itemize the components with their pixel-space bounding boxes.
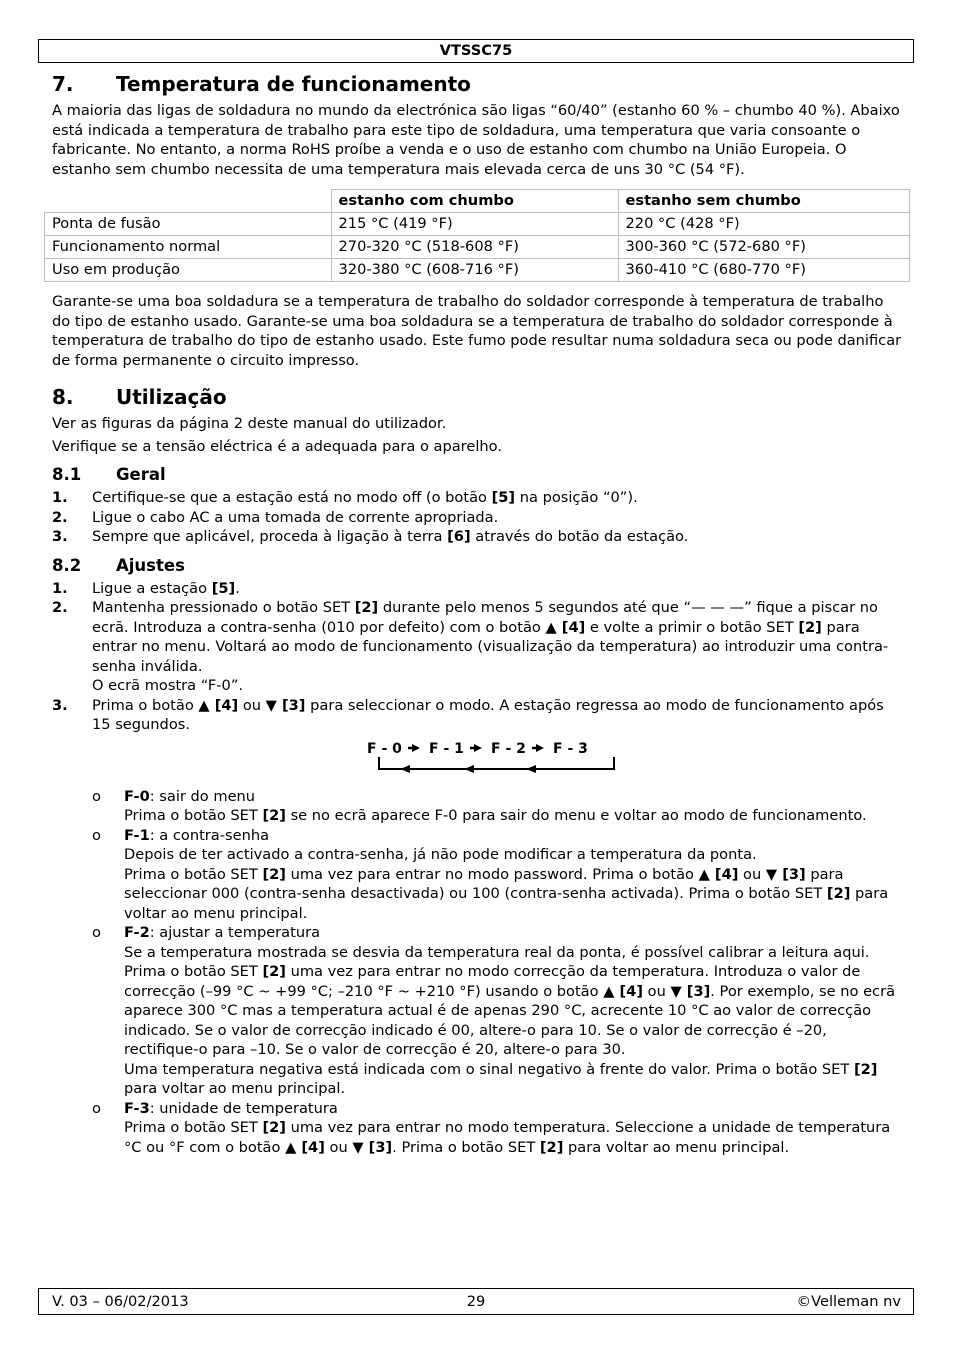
option-text: uma vez para entrar no modo correcção da temperatura. Introduza o valor de correcção (–99 °C ~ +99 °C; –210 °F ~ +210 °F) usando o botão bbox=[124, 963, 861, 1000]
button-ref: ▼ [3] bbox=[765, 865, 806, 883]
settings-steps-list bbox=[52, 579, 904, 735]
menu-options-list bbox=[52, 787, 904, 1158]
option-text: ou bbox=[643, 982, 671, 1000]
menu-cycle-svg bbox=[362, 739, 622, 775]
button-ref: ▲ [4] bbox=[198, 696, 239, 714]
step-text: através do botão da estação. bbox=[470, 528, 689, 545]
option-name: F-1 bbox=[124, 826, 150, 844]
section-8-heading bbox=[52, 384, 904, 410]
button-ref: [2] bbox=[354, 599, 379, 616]
option-text: ou bbox=[738, 865, 766, 883]
page-header bbox=[38, 39, 914, 63]
step-text: Sempre que aplicável, proceda à ligação à terra bbox=[92, 528, 448, 545]
step-text: Mantenha pressionado o botão SET bbox=[92, 599, 355, 616]
step-text: na posição “0”). bbox=[515, 489, 638, 506]
step-text: durante pelo menos 5 segundos até que “— — —” fique a piscar no ecrã. Introduza a contra-senha (010 por defeito) com o botão bbox=[92, 599, 878, 636]
option-text: ou bbox=[324, 1138, 353, 1156]
step-text: para seleccionar o modo. A estação regressa ao modo de funcionamento após 15 segundos. bbox=[92, 696, 884, 733]
list-item bbox=[52, 1099, 904, 1158]
button-ref: [5] bbox=[491, 489, 516, 506]
option-text: para voltar ao menu principal. bbox=[124, 1080, 346, 1097]
option-text: Prima o botão SET bbox=[124, 963, 263, 980]
step-text: para entrar no menu. Voltará ao modo de funcionamento (visualização da temperatura) ao introduzir uma contra-senha inválida. bbox=[92, 618, 889, 675]
list-item bbox=[52, 696, 904, 735]
step-number: 1. bbox=[52, 579, 68, 597]
section-7-intro: A maioria das ligas de soldadura no mundo da electrónica são ligas “60/40” (estanho 60 % – chumbo 40 %). Abaixo está indicada a temperatura de trabalho para este tipo de soldadura, uma temperatura que varia consoante o fabricante. No entanto, a norma RoHS proíbe a venda e o uso de estanho com chumbo na União Europeia. O estanho sem chumbo necessita de uma temperatura mais elevada cerca de uns 30 °C (54 °F). bbox=[52, 102, 900, 178]
table-cell: 215 °C (419 °F) bbox=[331, 213, 618, 236]
step-text: e volte a primir o botão SET bbox=[585, 618, 799, 636]
button-ref: [2] bbox=[826, 885, 851, 902]
table-row bbox=[45, 213, 910, 236]
section-number: 8. bbox=[52, 385, 74, 409]
table-header-cell: estanho sem chumbo bbox=[618, 190, 910, 213]
page-content bbox=[52, 68, 904, 1157]
button-ref: [2] bbox=[853, 1060, 878, 1078]
section-title: Geral bbox=[116, 465, 166, 484]
list-item bbox=[52, 826, 904, 924]
option-desc: : unidade de temperatura bbox=[149, 1099, 338, 1117]
section-title: Ajustes bbox=[116, 555, 185, 575]
menu-label-f2: F - 2 bbox=[491, 740, 526, 757]
step-text: O ecrã mostra “F-0”. bbox=[92, 677, 244, 694]
general-steps-list bbox=[52, 488, 904, 547]
option-text: para seleccionar 000 (contra-senha desactivada) ou 100 (contra-senha activada). Prima o botão SET bbox=[124, 865, 844, 902]
section-7-heading bbox=[52, 71, 904, 97]
option-text: uma vez para entrar no modo password. Prima o botão bbox=[285, 865, 699, 883]
option-text: Prima o botão SET bbox=[124, 807, 263, 824]
option-text: se no ecrã aparece F-0 para sair do menu e voltar ao modo de funcionamento. bbox=[285, 807, 867, 824]
right-arrow-icon bbox=[470, 744, 482, 752]
option-name: F-3 bbox=[124, 1099, 150, 1117]
version-label: V. 03 – 06/02/2013 bbox=[52, 1293, 189, 1310]
button-ref: [5] bbox=[211, 579, 236, 597]
menu-label-f3: F - 3 bbox=[553, 740, 588, 757]
button-ref: [2] bbox=[539, 1138, 564, 1156]
section-title: Utilização bbox=[116, 385, 227, 409]
list-item bbox=[52, 787, 904, 826]
button-ref: ▲ [4] bbox=[698, 865, 739, 883]
copyright-label: ©Velleman nv bbox=[796, 1293, 901, 1310]
option-desc: : sair do menu bbox=[149, 787, 256, 805]
list-item bbox=[52, 598, 904, 696]
step-number: 3. bbox=[52, 528, 68, 545]
option-text: Depois de ter activado a contra-senha, já não pode modificar a temperatura da ponta. bbox=[124, 846, 757, 863]
bullet-icon: o bbox=[92, 1099, 101, 1117]
table-cell: 300-360 °C (572-680 °F) bbox=[618, 236, 910, 259]
table-row bbox=[45, 259, 910, 282]
page-number: 29 bbox=[466, 1293, 486, 1310]
step-text: ou bbox=[238, 696, 266, 714]
step-text: Prima o botão bbox=[92, 696, 199, 714]
option-text: . Por exemplo, se no ecrã aparece 300 °C mas a temperatura actual é de apenas 290 °C, acrecente 10 °C ao valor de correcção indicado. Se o valor de correcção indicado é 00, altere-o para 10. Se o valor de correcção é –20, rectifique-o para –10. Se o valor de correcção é 20, altere-o para 30. bbox=[124, 982, 896, 1058]
section-number: 7. bbox=[52, 72, 74, 96]
option-desc: : ajustar a temperatura bbox=[149, 924, 321, 941]
list-item bbox=[52, 508, 904, 528]
step-text: Ligue a estação bbox=[92, 579, 212, 597]
right-arrow-icon bbox=[532, 744, 544, 752]
bullet-icon: o bbox=[92, 924, 101, 941]
option-text: Prima o botão SET bbox=[124, 865, 263, 883]
step-number: 2. bbox=[52, 508, 68, 526]
table-cell: 360-410 °C (680-770 °F) bbox=[618, 259, 910, 282]
option-text: Se a temperatura mostrada se desvia da temperatura real da ponta, é possível calibrar a leitura aqui. bbox=[124, 943, 870, 961]
step-text: . bbox=[235, 579, 240, 597]
option-name: F-0 bbox=[124, 787, 150, 805]
button-ref: ▲ [4] bbox=[285, 1138, 325, 1156]
table-row bbox=[45, 236, 910, 259]
section-8-para-2: Verifique se a tensão eléctrica é a adequada para o aparelho. bbox=[52, 437, 502, 455]
button-ref: [2] bbox=[262, 963, 286, 980]
step-number: 1. bbox=[52, 489, 68, 506]
menu-label-f1: F - 1 bbox=[429, 740, 464, 757]
section-7-outro: Garante-se uma boa soldadura se a temperatura de trabalho do soldador corresponde à temperatura de trabalho do tipo de estanho usado. Garante-se uma boa soldadura se a temperatura de trabalho do soldador corresponde à temperatura de trabalho do tipo de estanho usado. Este fumo pode resultar numa soldadura seca ou pode danificar de forma permanente o circuito impresso. bbox=[52, 293, 902, 369]
menu-cycle-diagram bbox=[52, 739, 904, 779]
button-ref: [2] bbox=[262, 1119, 286, 1136]
button-ref: [2] bbox=[262, 865, 286, 883]
option-text: uma vez para entrar no modo temperatura. Seleccione a unidade de temperatura °C ou °F com o botão bbox=[124, 1119, 891, 1156]
table-cell: 220 °C (428 °F) bbox=[618, 213, 910, 236]
step-text: Ligue o cabo AC a uma tomada de corrente apropriada. bbox=[92, 508, 499, 526]
table-cell: Uso em produção bbox=[45, 259, 332, 282]
section-8-1-heading bbox=[52, 464, 904, 486]
option-text: . Prima o botão SET bbox=[392, 1138, 540, 1156]
option-text: Uma temperatura negativa está indicada com o sinal negativo à frente do valor. Prima o botão SET bbox=[124, 1060, 854, 1078]
option-name: F-2 bbox=[124, 924, 150, 941]
section-number: 8.1 bbox=[52, 465, 82, 484]
step-text: Certifique-se que a estação está no modo off (o botão bbox=[92, 489, 492, 506]
button-ref: [6] bbox=[447, 528, 471, 545]
button-ref: ▼ [3] bbox=[352, 1138, 393, 1156]
option-text: Prima o botão SET bbox=[124, 1119, 263, 1136]
option-text: para voltar ao menu principal. bbox=[124, 885, 889, 922]
table-cell: 270-320 °C (518-608 °F) bbox=[331, 236, 618, 259]
bullet-icon: o bbox=[92, 787, 101, 805]
option-text: para voltar ao menu principal. bbox=[563, 1138, 790, 1156]
list-item bbox=[52, 579, 904, 599]
menu-label-f0: F - 0 bbox=[367, 740, 402, 757]
table-header-cell: estanho com chumbo bbox=[331, 190, 618, 213]
section-8-para-1: Ver as figuras da página 2 deste manual do utilizador. bbox=[52, 415, 447, 432]
button-ref: [2] bbox=[262, 807, 286, 824]
list-item bbox=[52, 923, 904, 1099]
right-arrow-icon bbox=[408, 744, 420, 752]
button-ref: [2] bbox=[798, 618, 822, 636]
button-ref: ▲ [4] bbox=[545, 618, 586, 636]
button-ref: ▼ [3] bbox=[265, 696, 306, 714]
bullet-icon: o bbox=[92, 826, 101, 844]
return-loop-icon bbox=[379, 757, 614, 773]
table-cell: Funcionamento normal bbox=[45, 236, 332, 259]
table-header-row bbox=[45, 190, 910, 213]
option-desc: : a contra-senha bbox=[149, 826, 270, 844]
list-item bbox=[52, 488, 904, 508]
table-cell: Ponta de fusão bbox=[45, 213, 332, 236]
list-item bbox=[52, 527, 904, 547]
button-ref: ▼ [3] bbox=[670, 982, 711, 1000]
table-header-cell bbox=[45, 190, 332, 213]
step-number: 3. bbox=[52, 696, 68, 714]
temperature-table bbox=[44, 189, 910, 282]
page-footer bbox=[38, 1288, 914, 1315]
section-8-2-heading bbox=[52, 555, 904, 577]
model-name: VTSSC75 bbox=[439, 42, 513, 59]
button-ref: ▲ [4] bbox=[603, 982, 643, 1000]
step-number: 2. bbox=[52, 599, 68, 616]
section-title: Temperatura de funcionamento bbox=[116, 72, 471, 96]
table-cell: 320-380 °C (608-716 °F) bbox=[331, 259, 618, 282]
section-number: 8.2 bbox=[52, 555, 82, 575]
